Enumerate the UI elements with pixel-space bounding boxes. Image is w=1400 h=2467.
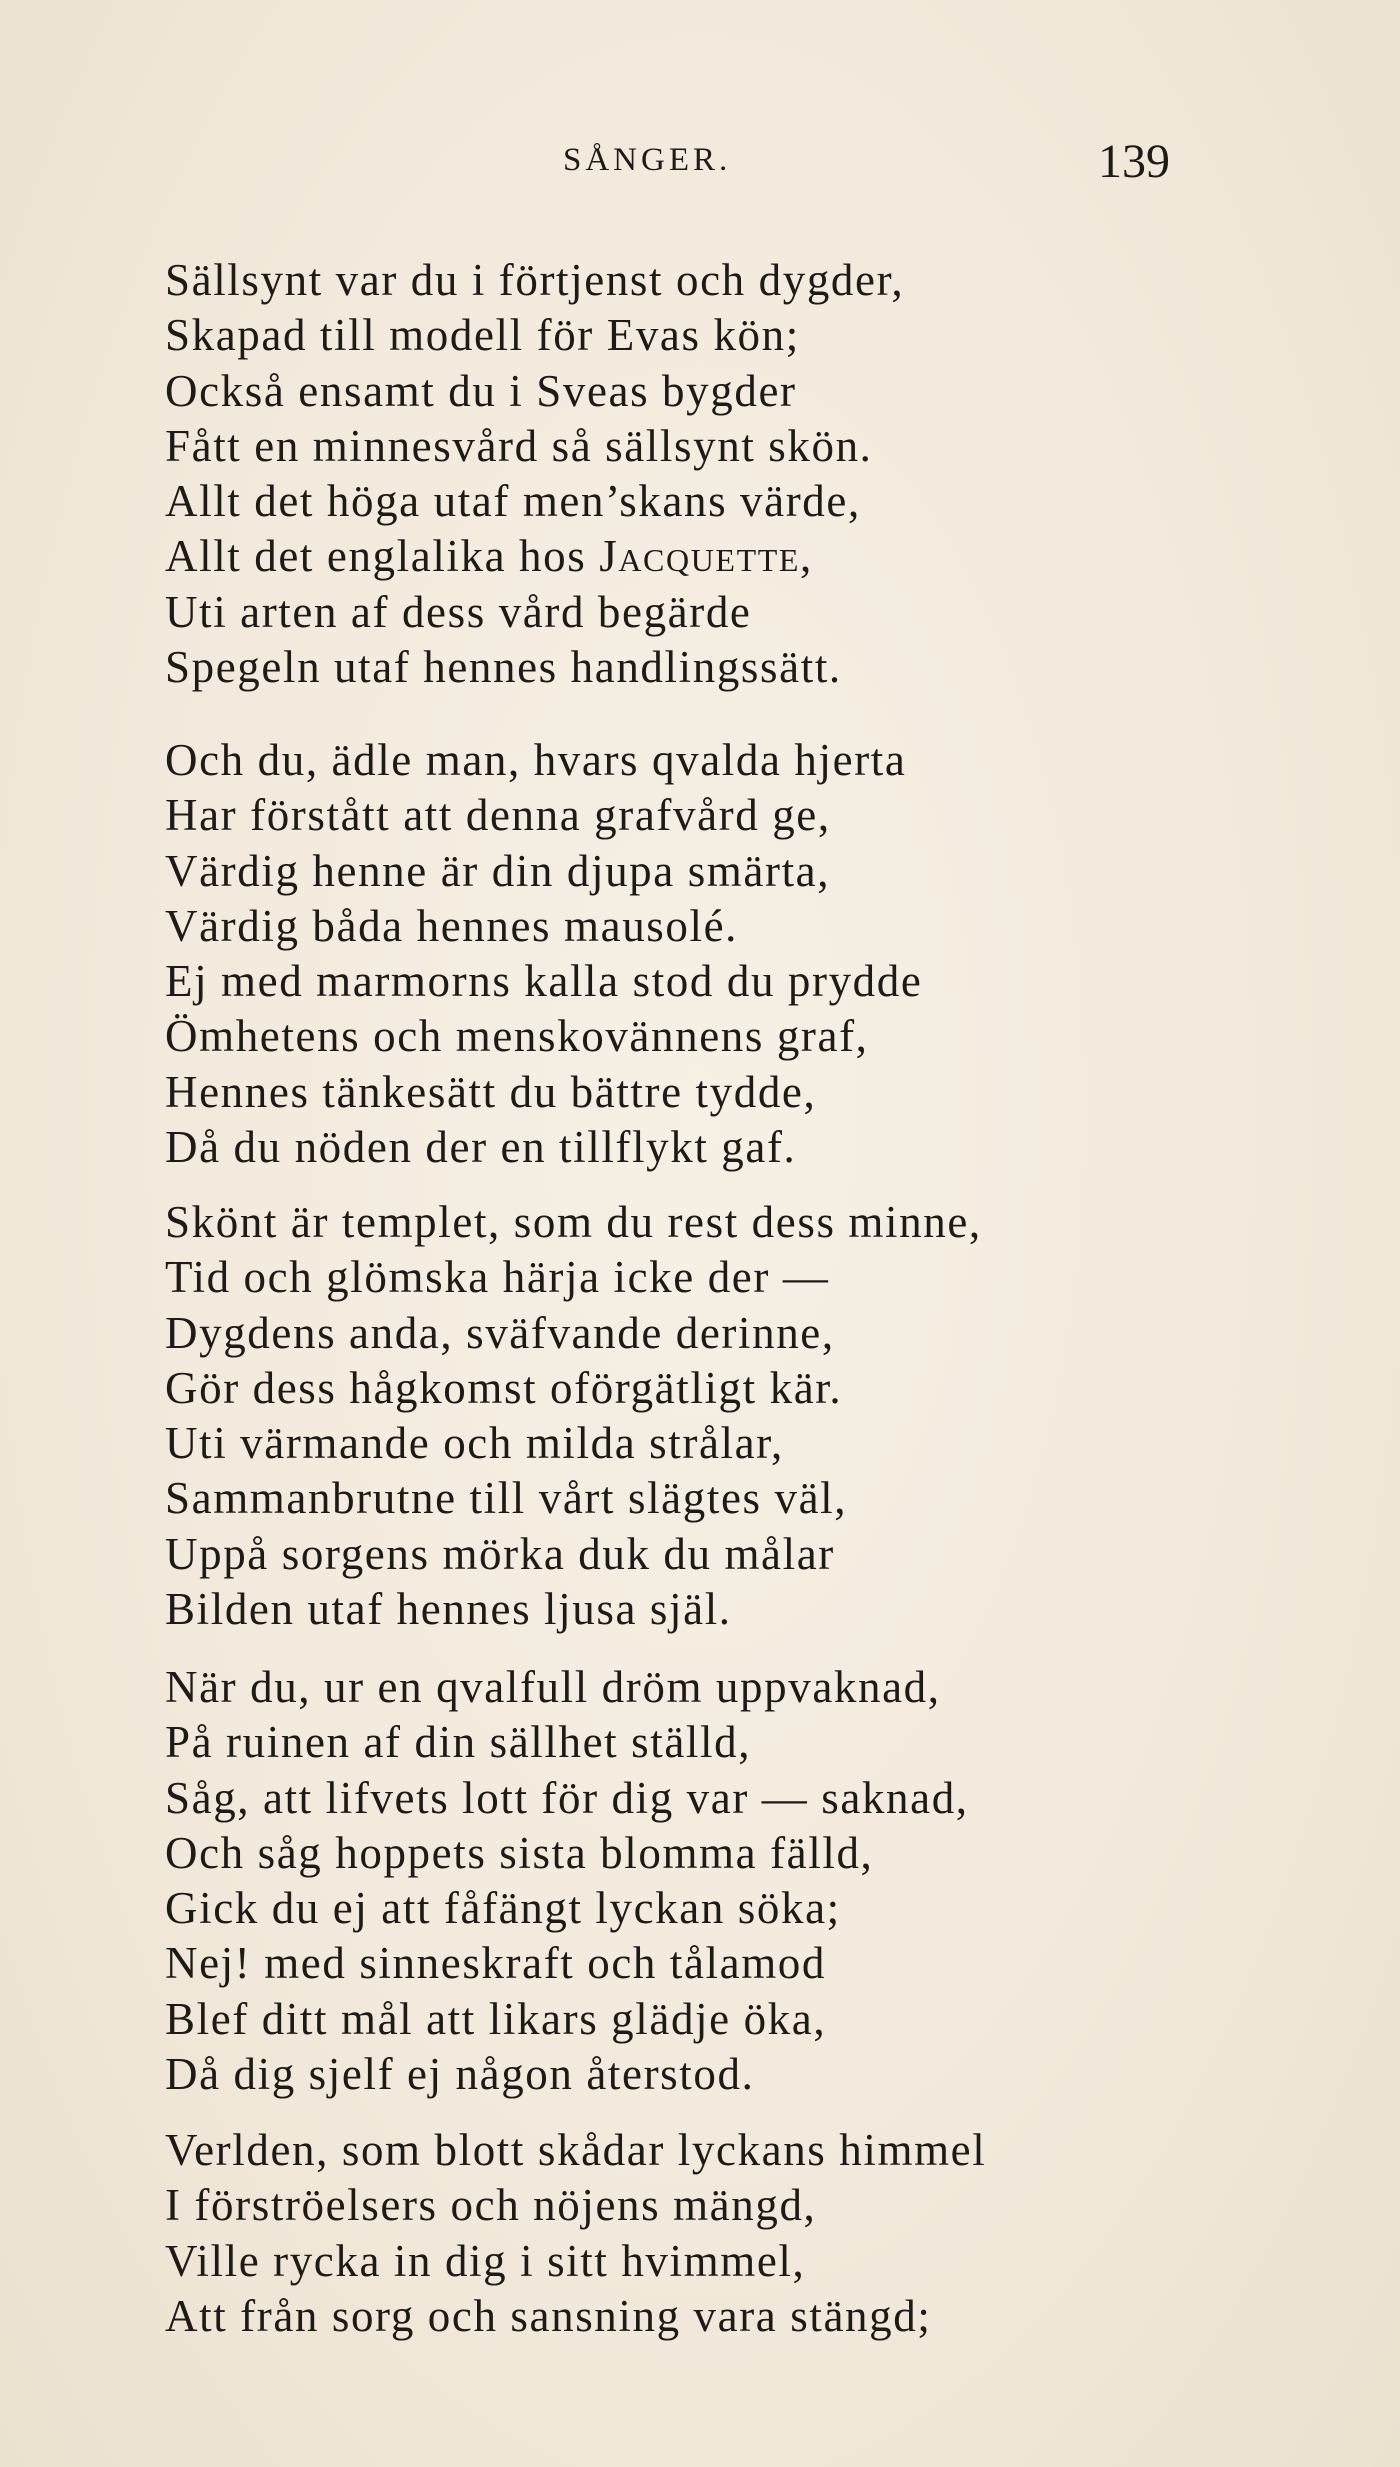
- verse-punctuation: ,: [800, 531, 813, 582]
- verse-line: Värdig båda hennes mausolé.: [165, 900, 739, 951]
- verse-line: Skapad till modell för Evas kön;: [165, 310, 800, 361]
- verse-line: Bilden utaf hennes ljusa själ.: [165, 1584, 732, 1635]
- stanza-4: [165, 1660, 969, 2102]
- verse-line: Att från sorg och sansning vara stängd;: [165, 2290, 932, 2341]
- verse-line: Sällsynt var du i förtjenst och dygder,: [165, 255, 905, 305]
- stanza-1: [165, 253, 904, 695]
- verse-line: Gick du ej att fåfängt lyckan söka;: [165, 1883, 841, 1934]
- verse-line: När du, ur en qvalfull dröm uppvaknad,: [165, 1662, 941, 1712]
- verse-line: Nej! med sinneskraft och tålamod: [165, 1938, 827, 1989]
- verse-line: Och såg hoppets sista blomma fälld,: [165, 1827, 874, 1878]
- verse-line: Uppå sorgens mörka duk du målar: [165, 1528, 835, 1579]
- verse-line: Har förstått att denna grafvård ge,: [165, 790, 831, 841]
- stanza-3: [165, 1195, 982, 1637]
- verse-line: Fått en minnesvård så sällsynt skön.: [165, 420, 873, 471]
- verse-line: Också ensamt du i Sveas bygder: [165, 365, 797, 416]
- verse-line: Såg, att lifvets lott för dig var — saknad,: [165, 1772, 969, 1823]
- verse-line: Då dig sjelf ej någon återstod.: [165, 2049, 755, 2100]
- verse-line: Ej med marmorns kalla stod du prydde: [165, 956, 923, 1007]
- verse-line: Dygdens anda, sväfvande derinne,: [165, 1307, 835, 1358]
- verse-line: Hennes tänkesätt du bättre tydde,: [165, 1066, 817, 1117]
- verse-line: Då du nöden der en tillflykt gaf.: [165, 1122, 797, 1173]
- verse-line: Värdig henne är din djupa smärta,: [165, 845, 831, 896]
- verse-text: Allt det englalika hos: [165, 531, 600, 582]
- verse-line: [165, 529, 904, 584]
- verse-line: Ville rycka in dig i sitt hvimmel,: [165, 2235, 806, 2286]
- verse-line: Spegeln utaf hennes handlingssätt.: [165, 642, 842, 693]
- verse-line: I förströelsers och nöjens mängd,: [165, 2180, 817, 2231]
- name-jacquette: Jacquette: [599, 531, 801, 582]
- page-header: [0, 135, 1400, 202]
- verse-line: Allt det höga utaf men’skans värde,: [165, 476, 861, 527]
- verse-line: Tid och glömska härja icke der —: [165, 1252, 830, 1303]
- verse-line: Uti värmande och milda strålar,: [165, 1418, 784, 1469]
- verse-line: Verlden, som blott skådar lyckans himmel: [165, 2125, 987, 2175]
- verse-line: Blef ditt mål att likars glädje öka,: [165, 1993, 827, 2044]
- verse-line: På ruinen af din sällhet ställd,: [165, 1717, 752, 1768]
- page-number: 139: [1098, 135, 1170, 188]
- verse-line: Och du, ädle man, hvars qvalda hjerta: [165, 735, 907, 785]
- stanza-5: [165, 2123, 986, 2344]
- verse-line: Sammanbrutne till vårt slägtes väl,: [165, 1473, 848, 1524]
- verse-line: Gör dess hågkomst oförgätligt kär.: [165, 1362, 843, 1413]
- verse-line: Uti arten af dess vård begärde: [165, 586, 752, 637]
- verse-line: Ömhetens och menskovännens graf,: [165, 1011, 869, 1062]
- verse-line: Skönt är templet, som du rest dess minne,: [165, 1197, 982, 1247]
- running-head: SÅNGER.: [563, 142, 732, 178]
- stanza-2: [165, 733, 922, 1175]
